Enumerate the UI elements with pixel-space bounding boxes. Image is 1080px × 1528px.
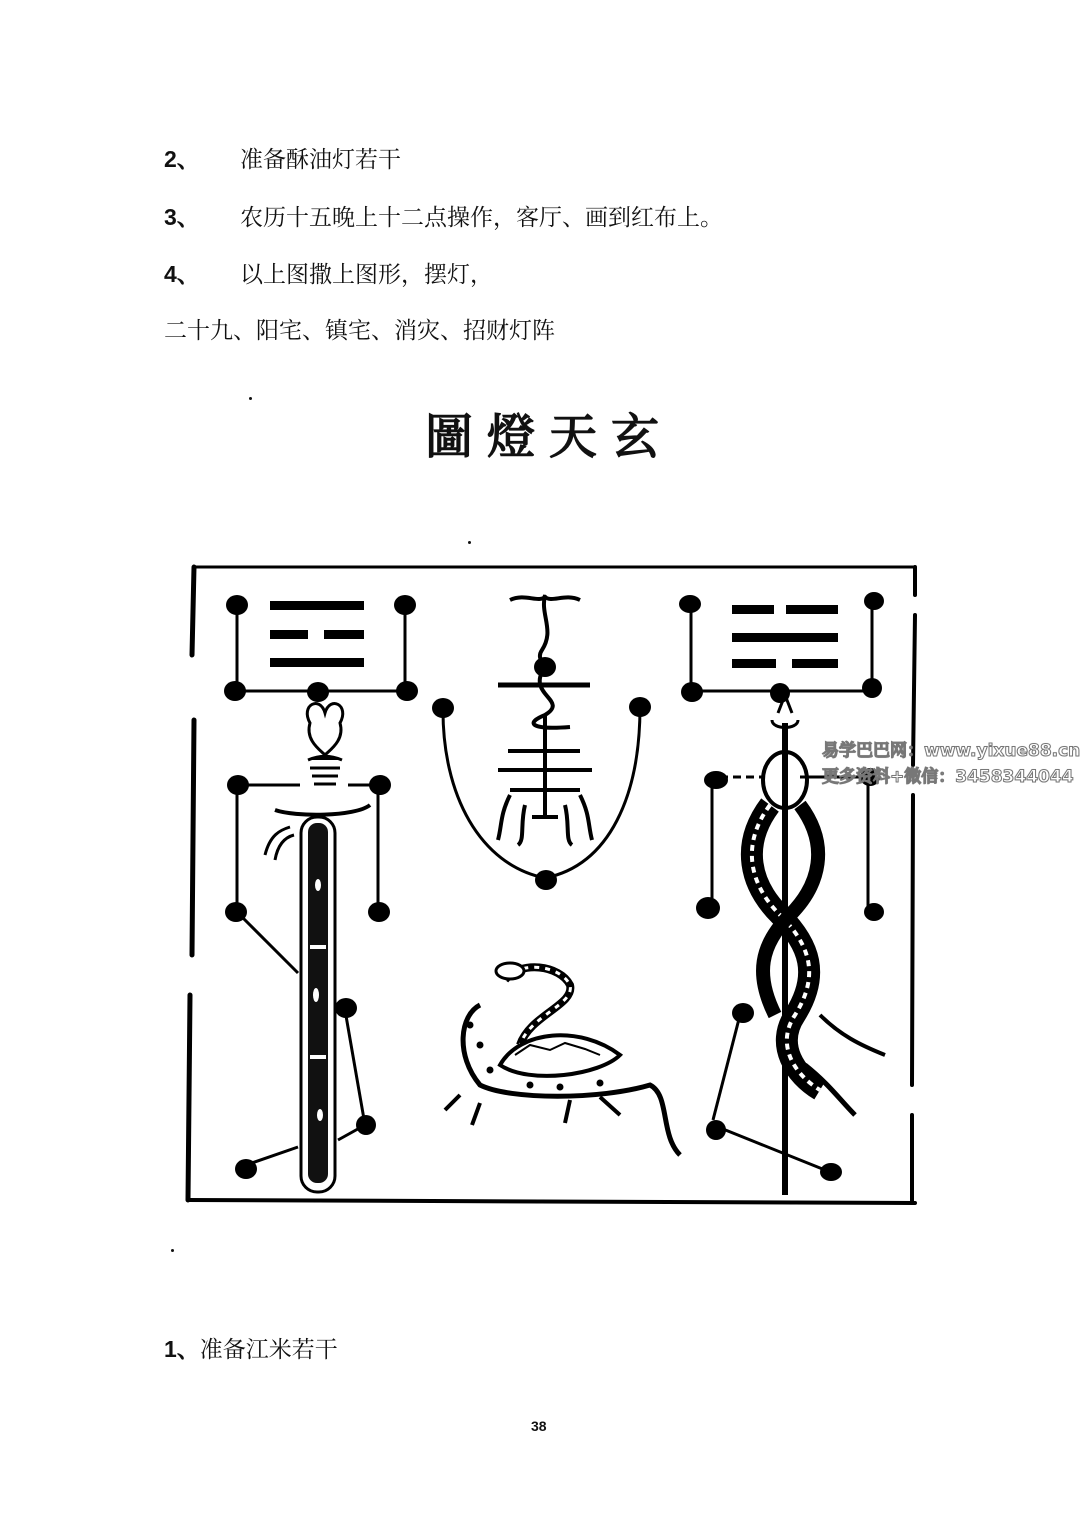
item-number: 3、 [164,204,200,230]
lamp-diagram [180,555,920,1215]
item-text: 准备酥油灯若干 [240,147,401,173]
item-text: 农历十五晚上十二点操作，客厅、画到红布上。 [240,205,723,231]
figure-title: 圖燈天玄 [425,409,674,465]
list-item-2 [164,144,401,175]
seal-emblem-icon [443,595,640,878]
stray-dot [249,397,252,400]
watermark [822,738,1080,790]
watermark-line-1: 易学巴巴网：www.yixue88.cn [822,741,1080,761]
turtle-snake-icon [445,963,680,1155]
section-heading: 二十九、阳宅、镇宅、消灾、招财灯阵 [164,318,555,344]
item-number: 2、 [164,146,200,172]
sword-icon [225,704,391,1192]
trigram-left-icon [224,595,418,702]
item-number: 4、 [164,261,200,287]
item-text: 准备江米若干 [199,1337,338,1363]
page-number: 38 [531,1418,547,1434]
list-item-1 [164,1334,338,1365]
trigram-right-icon [679,592,884,703]
stray-dot [468,541,471,544]
item-number: 1、 [164,1336,200,1362]
watermark-line-2: 更多资料+微信：3458344044 [822,767,1074,787]
item-text: 以上图撒上图形，摆灯， [240,262,493,288]
list-item-4 [164,259,493,290]
stray-dot [171,1249,174,1252]
list-item-3 [164,202,723,233]
